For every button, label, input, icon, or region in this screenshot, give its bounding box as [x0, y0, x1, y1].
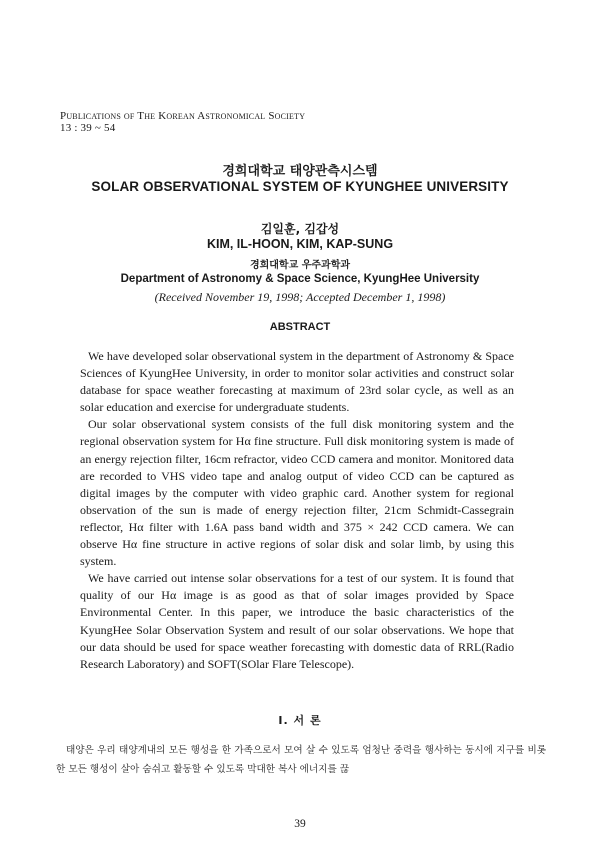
- journal-citation: 13 : 39 ~ 54: [60, 122, 116, 134]
- page-number: 39: [294, 818, 306, 830]
- section-heading-introduction: I. 서 론: [278, 714, 322, 727]
- abstract-heading: ABSTRACT: [269, 321, 331, 333]
- paper-title-korean: 경희대학교 태양관측시스템: [222, 164, 378, 179]
- affiliation-english: Department of Astronomy & Space Science, KyungHee University: [120, 273, 480, 285]
- abstract-paragraph: Our solar observational system consists of the full disk monitoring system and the regional observation system for Hα fine structure. Full disk monitoring system is made of an energy rejection filter, 16cm refractor, video CCD camera and monitor. Monitored data are recorded to VHS video tape and analog output of video CCD can be captured as digital images by the computer with video graphic card. Another system for regional observation of the sun is made of energy rejection filter, 21cm Schmidt-Cassegrain reflector, Hα filter with 1.6A pass band width and 375 × 242 CCD camera. We can observe Hα fine structure in active regions of solar disk and solar limb, by using this system.: [80, 417, 514, 569]
- affiliation-korean: 경희대학교 우주과학과: [249, 260, 351, 271]
- introduction-text: 태양은 우리 태양계내의 모든 행성을 한 가족으로서 모여 살 수 있도록 엄청난 중력을 행사하는 동시에 지구를 비롯한 모든 행성이 살아 숨쉬고 활동할 수 있도록 막대한 복사 에너지를 끊: [56, 745, 546, 775]
- received-dates: (Received November 19, 1998; Accepted December 1, 1998): [154, 290, 446, 304]
- authors-english: KIM, IL-HOON, KIM, KAP-SUNG: [206, 237, 394, 251]
- paper-title-english: SOLAR OBSERVATIONAL SYSTEM OF KYUNGHEE UNIVERSITY: [91, 179, 509, 194]
- abstract-paragraph: We have carried out intense solar observations for a test of our system. It is found that quality of our Hα image is as good as that of solar images provided by Space Environmental Center. In this paper, we introduce the basic characteristics of the KyungHee Solar Observation System and result of our solar observations. We hope that our data should be used for space weather forecasting with domestic data of RRL(Radio Research Laboratory) and SOFT(SOlar Flare Telescope).: [80, 571, 514, 671]
- journal-header: [60, 110, 305, 134]
- abstract-paragraph: We have developed solar observational system in the department of Astronomy & Space Sciences of KyungHee University, in order to monitor solar activities and construct solar database for space weather forecasting at maximum of 23rd solar cycle, as well as an solar education and exercise for undergraduate students.: [80, 349, 514, 415]
- authors-korean: 김일훈, 김갑성: [260, 222, 340, 236]
- abstract-body: [80, 348, 514, 673]
- journal-title: Publications of The Korean Astronomical Society: [60, 110, 306, 122]
